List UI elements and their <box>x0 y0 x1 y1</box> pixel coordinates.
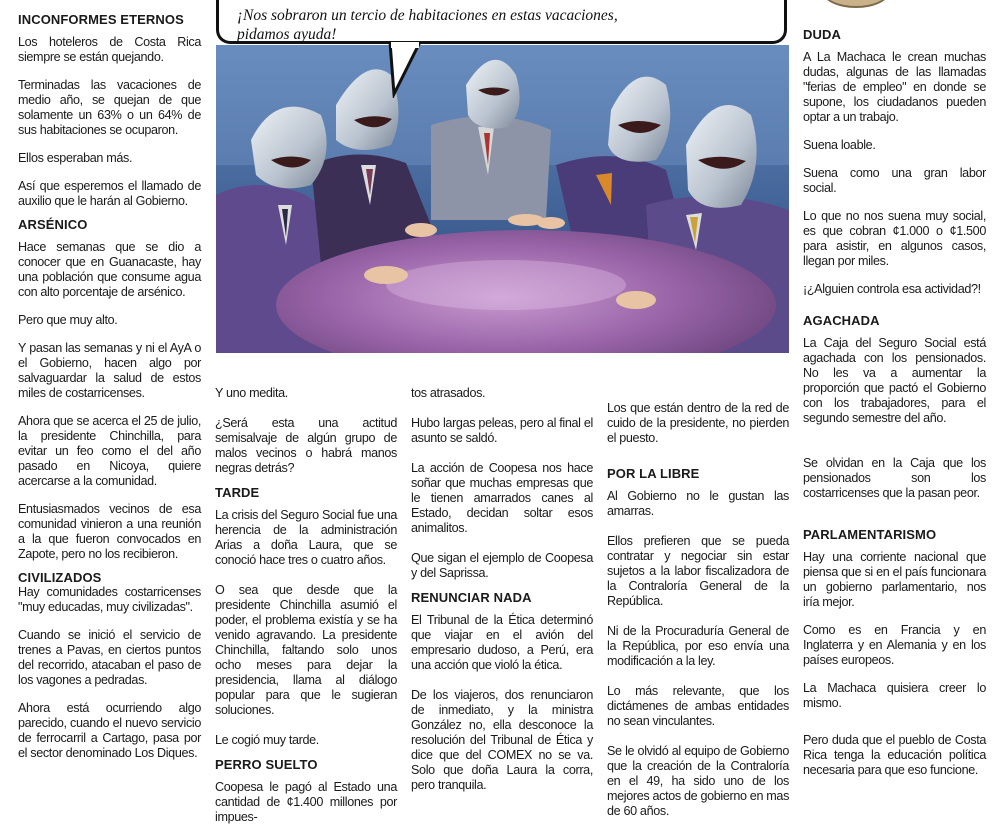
paragraph: Ni de la Procuraduría General de la República, por eso envía una modificación a la ley. <box>607 624 789 668</box>
paragraph: La Machaca quisiera creer lo mismo. <box>803 681 986 710</box>
paragraph: Ahora está ocurriendo algo parecido, cuando el nuevo servicio de ferrocarril a Cartago, pasa por el sector denominado Los Diques. <box>18 701 201 760</box>
paragraph: Hubo largas peleas, pero al final el asunto se saldó. <box>411 416 593 445</box>
paragraph: Así que esperemos el llamado de auxilio que le harán al Gobierno. <box>18 179 201 208</box>
paragraph: Pero que muy alto. <box>18 313 118 327</box>
paragraph: Ellos esperaban más. <box>18 151 133 165</box>
paragraph: Entusiasmados vecinos de esa comunidad vinieron a una reunión a la que fueron convocados en Zapote, pero no los recibieron. <box>18 502 201 561</box>
paragraph: Los hoteleros de Costa Rica siempre se están quejando. <box>18 35 201 64</box>
heading-perro-suelto: PERRO SUELTO <box>215 757 318 772</box>
heading-inconformes-eternos: INCONFORMES ETERNOS <box>18 12 184 27</box>
column-4 <box>607 401 789 834</box>
heading-civilizados: CIVILIZADOS <box>18 570 102 585</box>
sharks-meeting-illustration <box>216 45 789 353</box>
paragraph: A La Machaca le crean muchas dudas, algunas de las llamadas "ferias de empleo" en donde se supone, los ciudadanos pueden optar a un trabajo. <box>803 50 986 124</box>
column-2 <box>215 386 397 840</box>
heading-tarde: TARDE <box>215 485 260 500</box>
speech-bubble <box>216 0 787 44</box>
paragraph: ¡¿Alguien controla esa actividad?! <box>803 282 981 296</box>
paragraph: tos atrasados. <box>411 386 486 400</box>
paragraph: ¿Será esta una actitud semisalvaje de algún grupo de malos vecinos o habrá manos negras detrás? <box>215 416 397 475</box>
paragraph: Terminadas las vacaciones de medio año, se quejan de que solamente un 63% o un 64% de sus habitaciones se ocuparon. <box>18 78 201 137</box>
logo-emblem <box>822 0 890 8</box>
paragraph: La crisis del Seguro Social fue una herencia de la administración Arias a doña Laura, que se conoció hace tres o cuatro años. <box>215 508 397 567</box>
speech-bubble-tail <box>384 42 434 98</box>
paragraph: Ellos prefieren que se pueda contratar y negociar sin estar sujetos a la labor fiscalizadora de la Contraloría General de la República. <box>607 534 789 608</box>
paragraph: Ahora que se acerca el 25 de julio, la presidente Chinchilla, para evitar un feo como el del año pasado en Nicoya, quiere acercarse a la comunidad. <box>18 414 201 488</box>
paragraph: Hace semanas que se dio a conocer que en Guanacaste, hay una población que consume agua con alto porcentaje de arsénico. <box>18 240 201 299</box>
paragraph: Pero duda que el pueblo de Costa Rica tenga la educación política necesaria para que eso funcione. <box>803 733 986 777</box>
paragraph: Hay comunidades costarricenses "muy educadas, muy civilizadas". <box>18 585 201 614</box>
speech-bubble-text <box>237 6 618 44</box>
paragraph: La acción de Coopesa nos hace soñar que muchas empresas que le tienen amarrados canes al Estado, decidan soltar esos animalitos. <box>411 461 593 535</box>
paragraph: Que sigan el ejemplo de Coopesa y del Saprissa. <box>411 551 593 580</box>
paragraph: Lo que no nos suena muy social, es que cobran ¢1.000 o ¢1.500 para asistir, en algunos casos, llegan por miles. <box>803 209 986 268</box>
paragraph: Se olvidan en la Caja que los pensionados son los costarricenses que la pasan peor. <box>803 456 986 500</box>
heading-parlamentarismo: PARLAMENTARISMO <box>803 527 937 542</box>
paragraph: Lo más relevante, que los dictámenes de ambas entidades no sean vinculantes. <box>607 684 789 728</box>
paragraph: De los viajeros, dos renunciaron de inmediato, y la ministra González no, ella desconoce la resolución del Tribunal de Ética y dice que del COMEX no se va. Solo que doña Laura la corra, pero tranquila. <box>411 688 593 792</box>
paragraph: La Caja del Seguro Social está agachada con los pensionados. No les va a aumentar la proporción que pactó el Gobierno con los trabajadores, para el segundo semestre del año. <box>803 336 986 425</box>
paragraph: Se le olvidó al equipo de Gobierno que la creación de la Contraloría en el 49, ha sido uno de los mejores actos de gobierno en mas de 60 años. <box>607 744 790 818</box>
paragraph: Los que están dentro de la red de cuido de la presidente, no pierden el puesto. <box>607 401 789 445</box>
heading-arsenico: ARSÉNICO <box>18 217 88 232</box>
paragraph: Cuando se inició el servicio de trenes a Pavas, en ciertos puntos del recorrido, atacaban el paso de los vagones a pedradas. <box>18 628 201 687</box>
paragraph: O sea que desde que la presidente Chinchilla asumió el poder, el problema existía y se ha venido agravando. La presidente Chinchilla, faltando solo unos ocho meses para dejar la presidencia, llama al diálogo popular para que le sugieran soluciones. <box>215 583 397 717</box>
paragraph: Como es en Francia y en Inglaterra y en Alemania y en los países europeos. <box>803 623 986 667</box>
heading-por-la-libre: POR LA LIBRE <box>607 466 700 481</box>
heading-duda: DUDA <box>803 27 841 42</box>
heading-agachada: AGACHADA <box>803 313 880 328</box>
speech-line-2: pidamos ayuda! <box>237 26 337 43</box>
paragraph: Y pasan las semanas y ni el AyA o el Gobierno, hacen algo por salvaguardar la salud de estos miles de costarricenses. <box>18 341 201 400</box>
column-1 <box>18 12 201 774</box>
paragraph: Y uno medita. <box>215 386 288 400</box>
paragraph: Coopesa le pagó al Estado una cantidad de ¢1.400 millones por impues- <box>215 780 397 824</box>
speech-line-1: ¡Nos sobraron un tercio de habitaciones en estas vacaciones, <box>237 7 618 24</box>
paragraph: Hay una corriente nacional que piensa que si en el país funcionara un gobierno parlamentario, nos iría mejor. <box>803 550 986 609</box>
paragraph: El Tribunal de la Ética determinó que viajar en el avión del empresario dudoso, a Perú, era una acción que violó la ética. <box>411 613 593 672</box>
paragraph: Al Gobierno no le gustan las amarras. <box>607 489 789 518</box>
paragraph: Le cogió muy tarde. <box>215 733 319 747</box>
column-5 <box>803 27 986 791</box>
column-3 <box>411 386 593 808</box>
paragraph: Suena loable. <box>803 138 876 152</box>
paragraph: Suena como una gran labor social. <box>803 166 986 195</box>
heading-renunciar-nada: RENUNCIAR NADA <box>411 590 532 605</box>
